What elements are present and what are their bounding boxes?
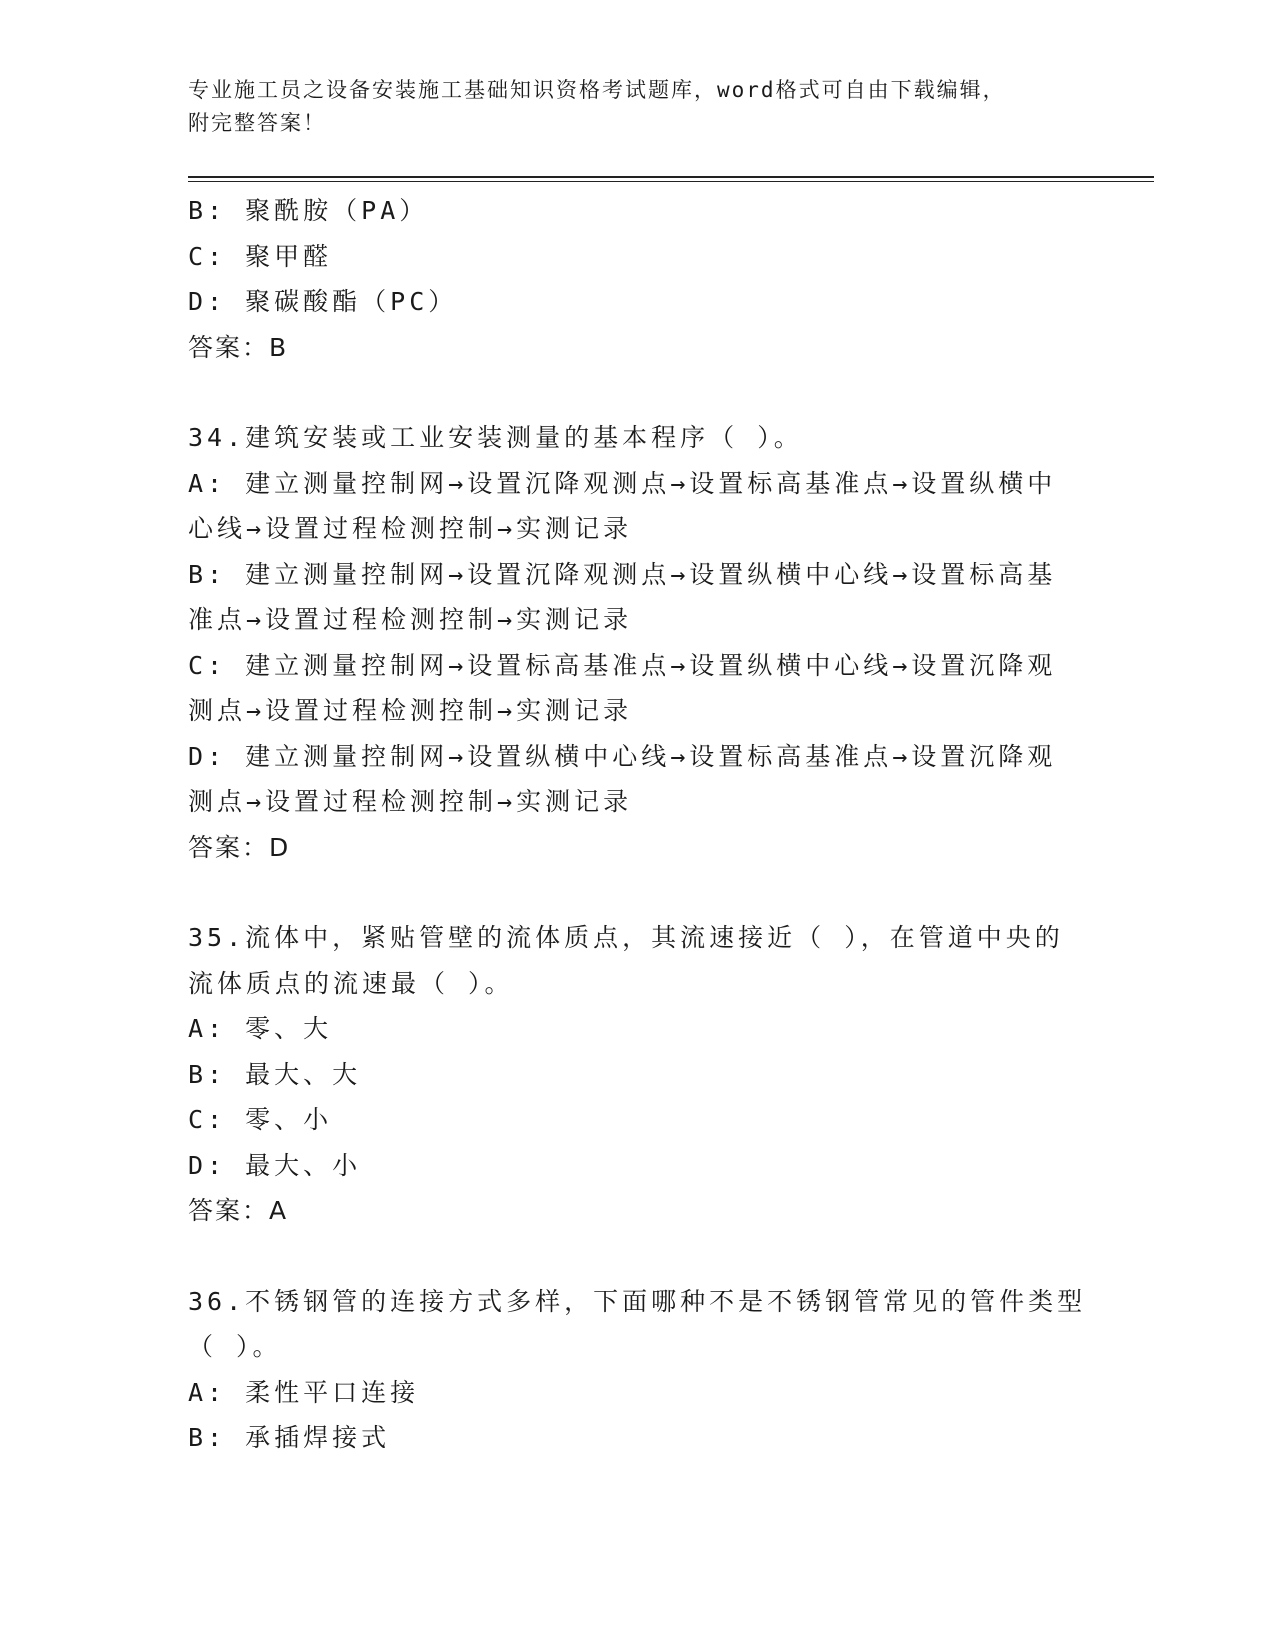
q33-option-d: D: 聚碳酸酯（PC） (188, 287, 458, 316)
q34-option-a-line-2: 心线→设置过程检测控制→实测记录 (188, 514, 633, 543)
q36-question-line-1: 36.不锈钢管的连接方式多样，下面哪种不是不锈钢管常见的管件类型 (188, 1286, 1087, 1316)
question-34-block (188, 415, 1088, 870)
q34-option-a-line-1: A: 建立测量控制网→设置沉降观测点→设置标高基准点→设置纵横中 (188, 468, 1057, 498)
q35-question-line-2: 流体质点的流速最（ ）。 (188, 968, 514, 998)
q35-option-a: A: 零、大 (188, 1014, 333, 1043)
question-33-block (188, 188, 1088, 370)
q34-option-b-line-1: B: 建立测量控制网→设置沉降观测点→设置纵横中心线→设置标高基 (188, 559, 1057, 589)
q34-option-c-line-2: 测点→设置过程检测控制→实测记录 (188, 696, 633, 725)
q34-option-d-line-2: 测点→设置过程检测控制→实测记录 (188, 787, 633, 816)
q36-option-b: B: 承插焊接式 (188, 1423, 391, 1452)
spacer (188, 370, 1088, 415)
header-line-2: 附完整答案！ (188, 111, 326, 135)
question-content (188, 188, 1088, 1461)
spacer (188, 870, 1088, 915)
q35-option-b: B: 最大、大 (188, 1059, 362, 1089)
q34-answer: 答案：D (188, 832, 291, 862)
q35-option-c: C: 零、小 (188, 1105, 333, 1134)
q35-question-line-1: 35.流体中，紧贴管壁的流体质点，其流速接近（ ），在管道中央的 (188, 923, 1064, 952)
question-35-block (188, 915, 1088, 1234)
question-36-block (188, 1279, 1088, 1461)
spacer (188, 1234, 1088, 1279)
q33-option-c: C: 聚甲醛 (188, 241, 333, 271)
q33-answer: 答案：B (188, 332, 289, 362)
q34-option-c-line-1: C: 建立测量控制网→设置标高基准点→设置纵横中心线→设置沉降观 (188, 650, 1057, 680)
q35-answer: 答案：A (188, 1196, 289, 1225)
q35-option-d: D: 最大、小 (188, 1150, 362, 1180)
header-line-1: 专业施工员之设备安装施工基础知识资格考试题库，word格式可自由下载编辑， (188, 78, 1006, 102)
document-header (188, 74, 1068, 140)
q36-option-a: A: 柔性平口连接 (188, 1377, 420, 1407)
header-divider-thick (188, 176, 1154, 178)
q34-option-b-line-2: 准点→设置过程检测控制→实测记录 (188, 605, 633, 634)
q36-question-line-2: （ ）。 (188, 1332, 282, 1361)
q34-option-d-line-1: D: 建立测量控制网→设置纵横中心线→设置标高基准点→设置沉降观 (188, 741, 1057, 771)
q34-question: 34.建筑安装或工业安装测量的基本程序（ ）。 (188, 423, 803, 452)
q33-option-b: B: 聚酰胺（PA） (188, 196, 429, 225)
header-divider-thin (188, 181, 1154, 182)
